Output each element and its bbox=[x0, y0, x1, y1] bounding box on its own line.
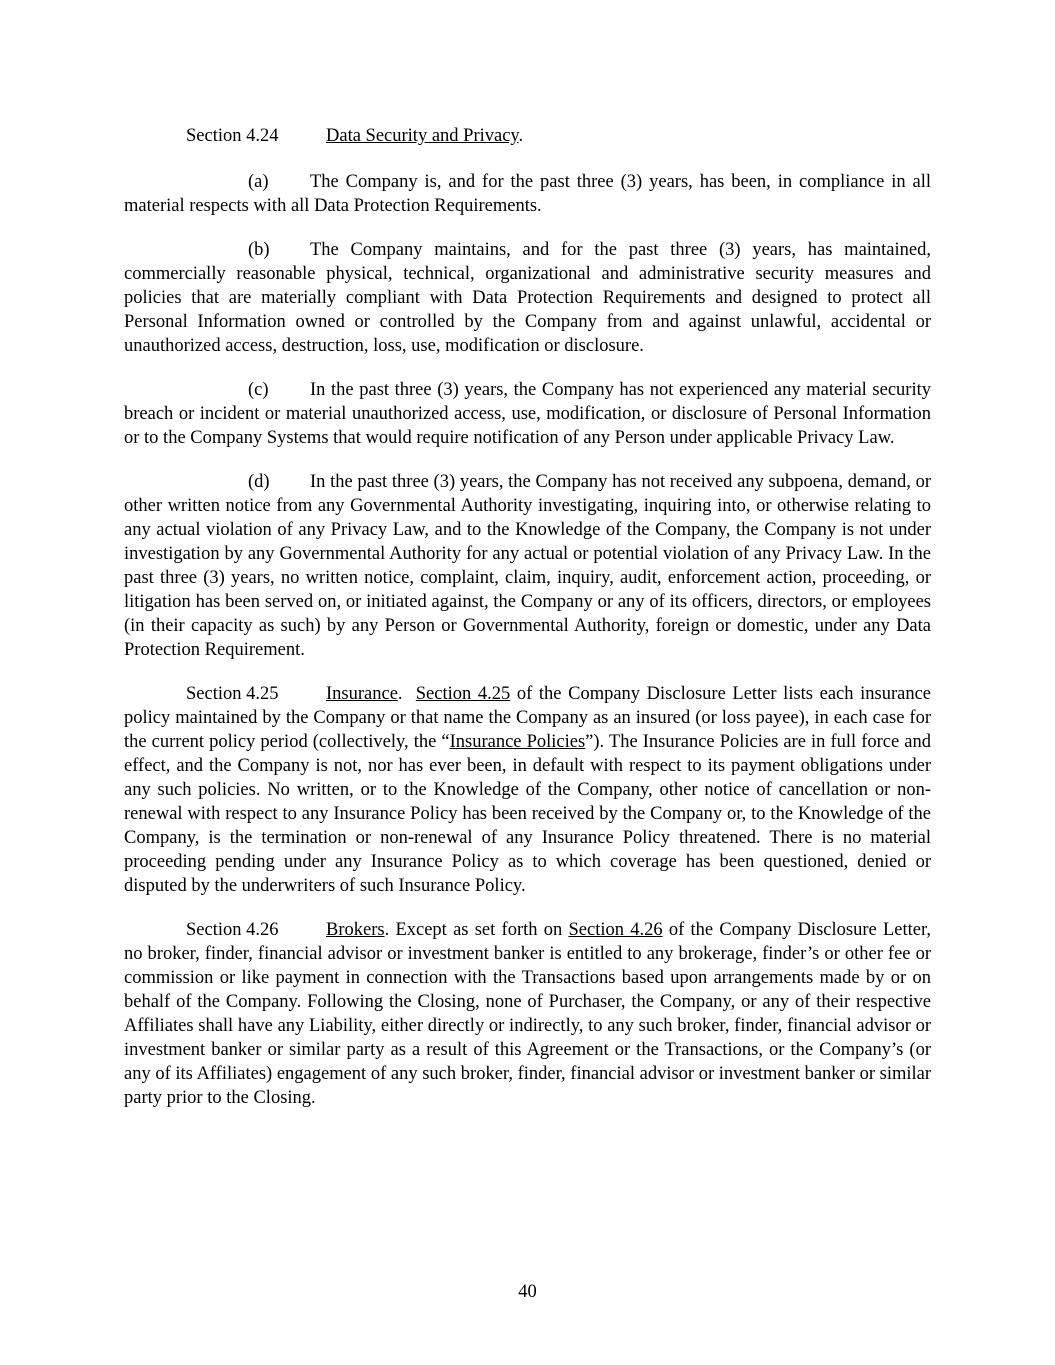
clause-text: In the past three (3) years, the Company has not experienced any material security breach or incident or material unauthorized access, use, modification, or disclosure of Personal Information or to the Company Systems that would require notification of any Person under applicable Privacy Law. bbox=[124, 380, 931, 448]
section-cross-reference: Section 4.26 bbox=[568, 920, 663, 940]
section-cross-reference: Section 4.25 bbox=[415, 684, 511, 704]
paragraph-4-24-d bbox=[124, 470, 931, 662]
section-text-continued: ”). The Insurance Policies are in full force and effect, and the Company is not, nor has ever been, in default with respect to its payment obligations under any such policies. No written, or to the Knowledge of the Company, other notice of cancellation or non-renewal with respect to any Insurance Policy has been received by the Company or, to the Knowledge of the Company, is the termination or non-renewal of any Insurance Policy threatened. There is no material proceeding pending under any Insurance Policy as to which coverage has been questioned, denied or disputed by the underwriters of such Insurance Policy. bbox=[124, 732, 931, 896]
clause-label: (a) bbox=[248, 172, 269, 192]
page-number: 40 bbox=[518, 1282, 537, 1302]
section-4-25-paragraph: Section 4.25 Insurance. Section 4.25 of the Company Disclosure Letter lists each insurance policy maintained by the Company or that name the Company as an insured (or loss payee), in each case for the current policy period (collectively, the “Insurance Policies”). The Insurance Policies are in full force and effect, and the Company is not, nor has ever been, in default with respect to its payment obligations under any such policies. No written, or to the Knowledge of the Company, other notice of cancellation or non-renewal with respect to any Insurance Policy has been received by the Company or, to the Knowledge of the Company, is the termination or non-renewal of any Insurance Policy threatened. There is no material proceeding pending under any Insurance Policy as to which coverage has been questioned, denied or disputed by the underwriters of such Insurance Policy. bbox=[124, 684, 931, 896]
section-title: Data Security and Privacy bbox=[326, 126, 519, 146]
section-number: Section 4.25 bbox=[186, 684, 279, 704]
paragraph-4-24-a bbox=[124, 170, 931, 218]
clause-text: The Company maintains, and for the past three (3) years, has maintained, commercially reasonable physical, technical, organizational and administrative security measures and policies that are materially compliant with Data Protection Requirements and designed to protect all Personal Information owned or controlled by the Company from and against unlawful, accidental or unauthorized access, destruction, loss, use, modification or disclosure. bbox=[124, 240, 931, 356]
section-4-26-paragraph: Section 4.26 Brokers. Except as set forth on Section 4.26 of the Company Disclosure Letter, no broker, finder, financial advisor or investment banker is entitled to any brokerage, finder’s or other fee or commission or like payment in connection with the Transactions based upon arrangements made by or on behalf of the Company. Following the Closing, none of Purchaser, the Company, or any of their respective Affiliates shall have any Liability, either directly or indirectly, to any such broker, finder, financial advisor or investment banker or similar party as a result of this Agreement or the Transactions, or the Company’s (or any of its Affiliates) engagement of any such broker, finder, financial advisor or investment banker or similar party prior to the Closing. bbox=[124, 920, 931, 1108]
clause-text: The Company is, and for the past three (3) years, has been, in compliance in all material respects with all Data Protection Requirements. bbox=[124, 172, 931, 216]
section-title: Insurance bbox=[326, 684, 398, 704]
section-text: of the Company Disclosure Letter lists each insurance policy maintained by the Company or that name the Company as an insured (or loss payee), in each case for the current policy period (collectively, the “ bbox=[124, 684, 931, 752]
section-number: Section 4.24 bbox=[186, 126, 279, 146]
clause-label: (d) bbox=[248, 472, 270, 492]
clause-label: (b) bbox=[248, 240, 270, 260]
section-title: Brokers bbox=[326, 920, 385, 940]
page-body bbox=[124, 124, 931, 1130]
paragraph-4-24-b bbox=[124, 238, 931, 358]
section-text: Except as set forth on bbox=[389, 920, 569, 940]
defined-term: Insurance Policies bbox=[449, 732, 586, 752]
clause-label: (c) bbox=[248, 380, 269, 400]
clause-text: In the past three (3) years, the Company has not received any subpoena, demand, or other written notice from any Governmental Authority investigating, inquiring into, or otherwise relating to any actual violation of any Privacy Law, and to the Knowledge of the Company, the Company is not under investigation by any Governmental Authority for any actual or potential violation of any Privacy Law. In the past three (3) years, no written notice, complaint, claim, inquiry, audit, enforcement action, proceeding, or litigation has been served on, or initiated against, the Company or any of its officers, directors, or employees (in their capacity as such) by any Person or Governmental Authority, foreign or domestic, under any Data Protection Requirement. bbox=[124, 472, 931, 660]
paragraph-4-24-c bbox=[124, 378, 931, 450]
section-number: Section 4.26 bbox=[186, 920, 279, 940]
section-4-24-heading: Section 4.24 Data Security and Privacy. bbox=[186, 126, 524, 146]
section-text-continued: of the Company Disclosure Letter, no broker, finder, financial advisor or investment banker is entitled to any brokerage, finder’s or other fee or commission or like payment in connection with the Transactions based upon arrangements made by or on behalf of the Company. Following the Closing, none of Purchaser, the Company, or any of their respective Affiliates shall have any Liability, either directly or indirectly, to any such broker, finder, financial advisor or investment banker or similar party as a result of this Agreement or the Transactions, or the Company’s (or any of its Affiliates) engagement of any such broker, finder, financial advisor or investment banker or similar party prior to the Closing. bbox=[124, 920, 931, 1108]
